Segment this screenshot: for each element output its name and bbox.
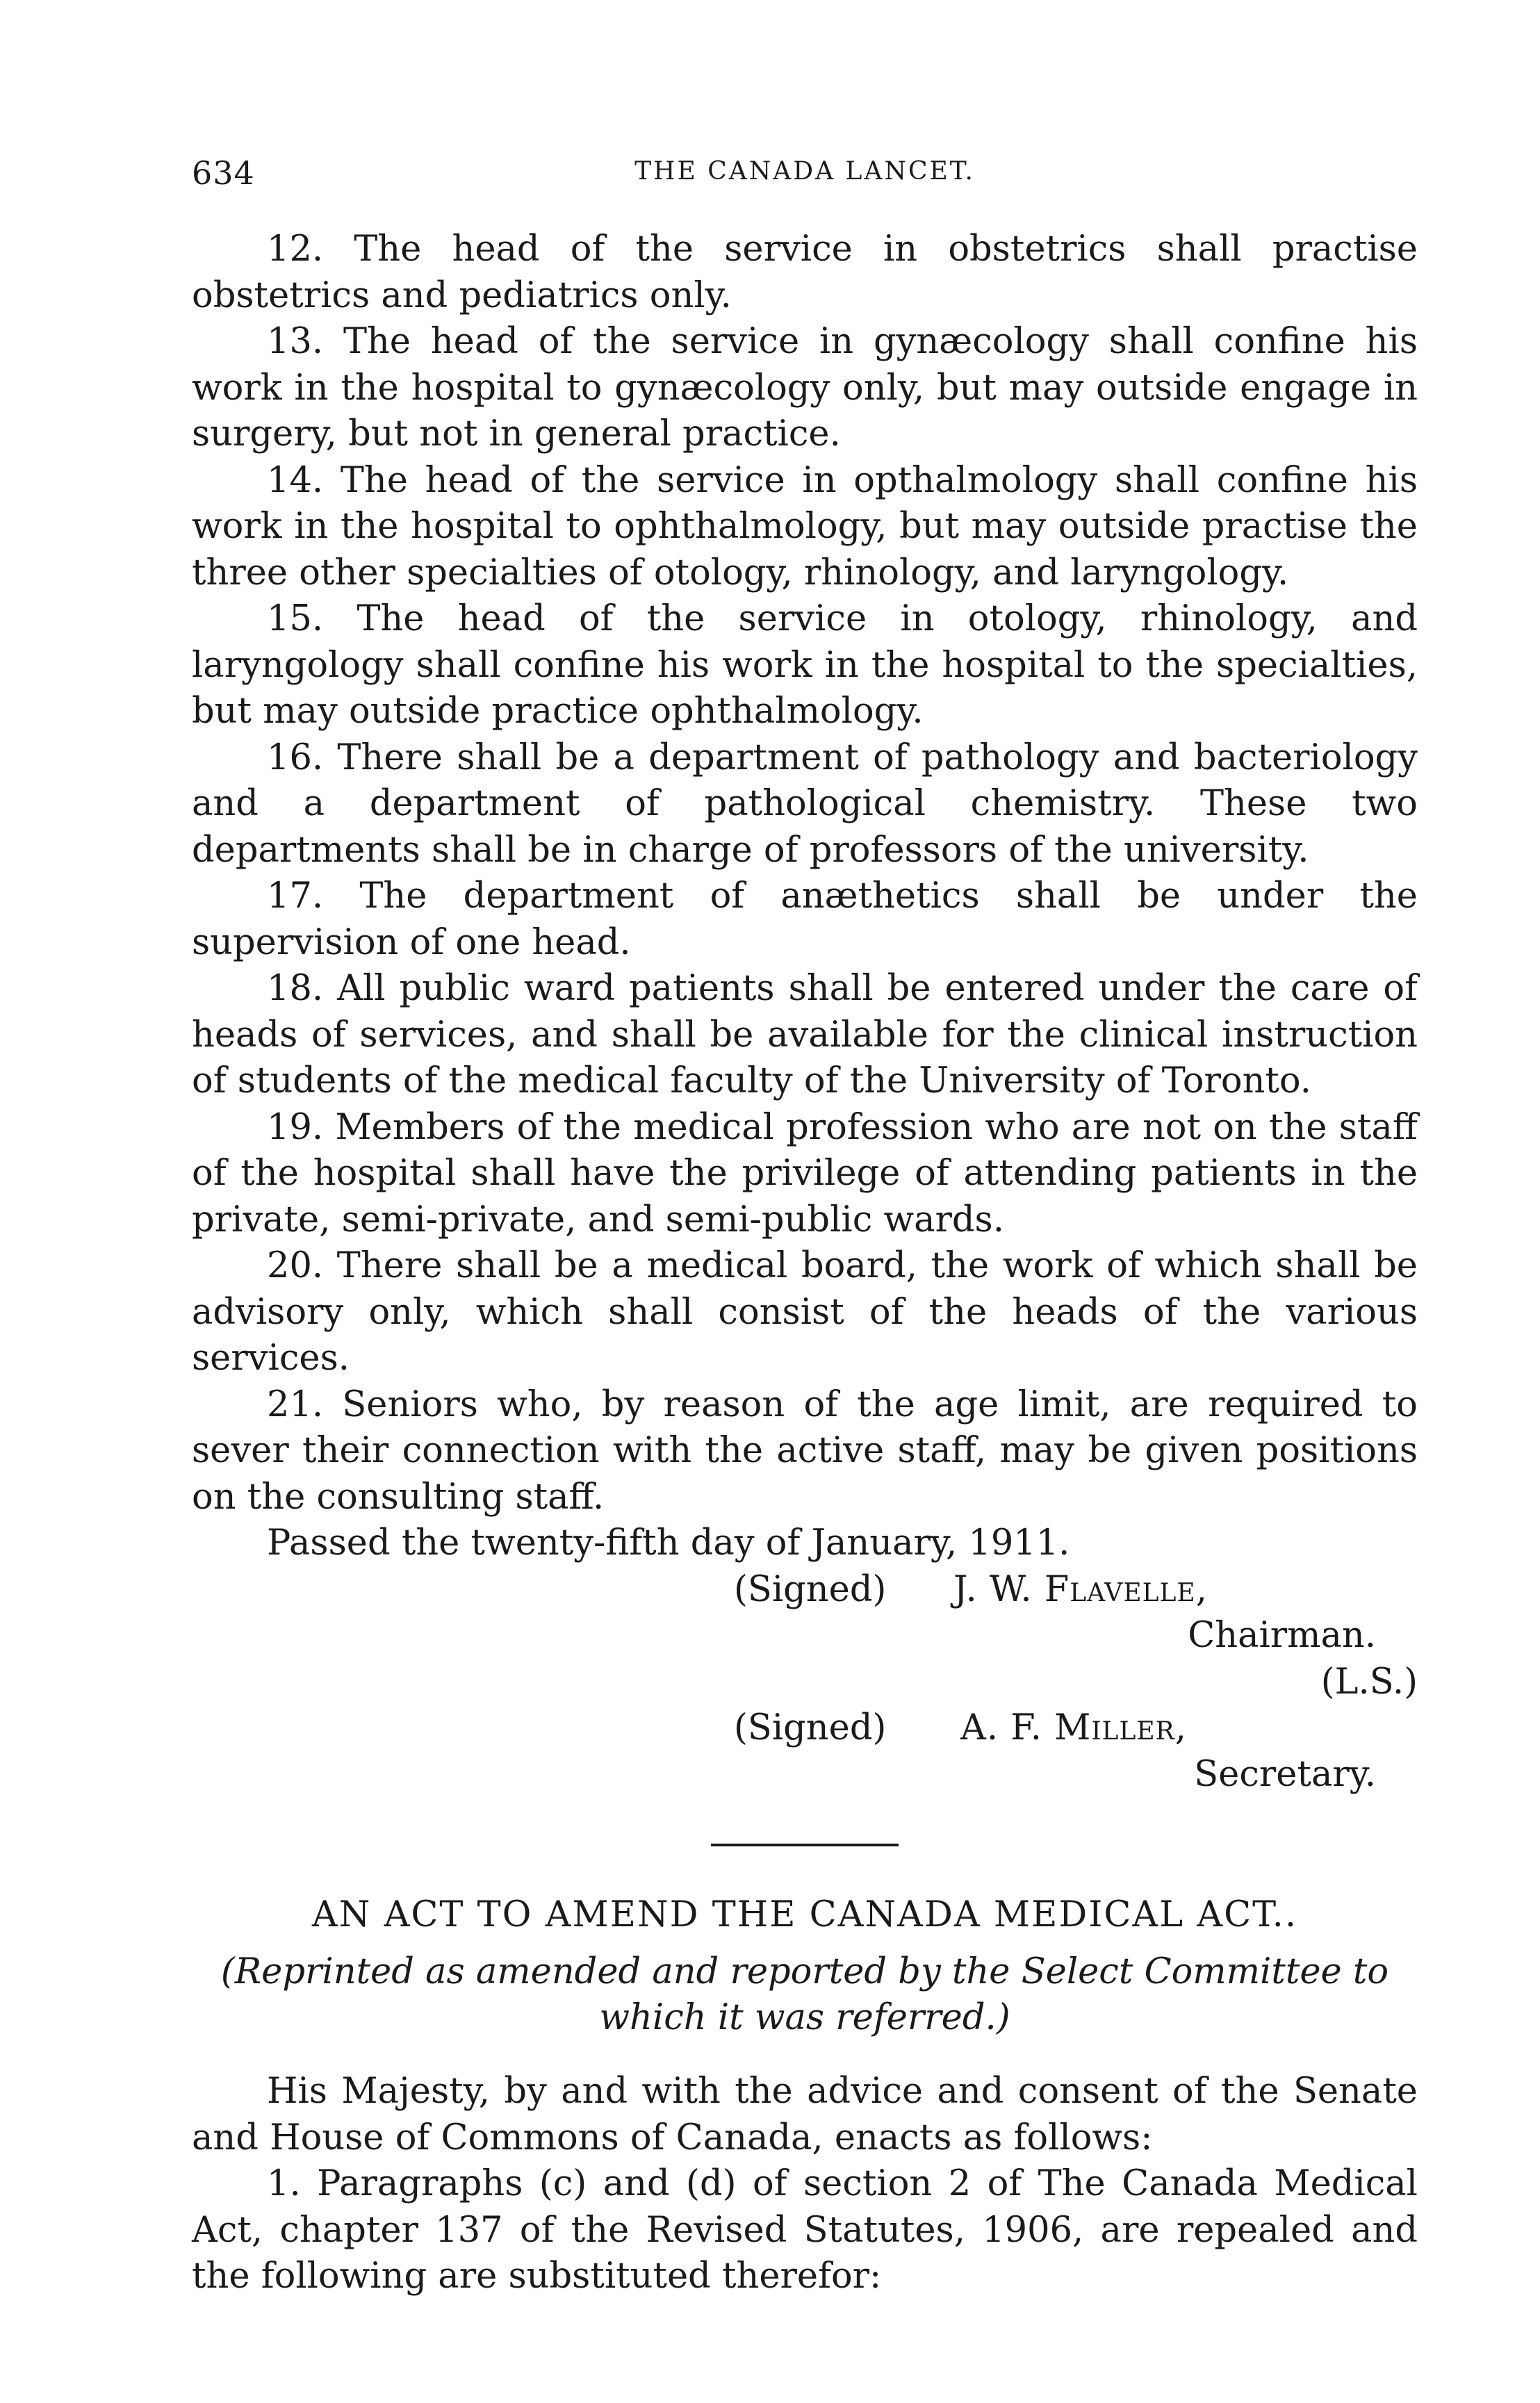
signed-label: (Signed)	[734, 1707, 887, 1748]
passed-date: Passed the twenty-fifth day of January, 1911.	[267, 1523, 1070, 1564]
bylaw-13: 13. The head of the service in gynæcology shall confine his work in the hospital to gynæcology only, but may outside engage in surgery, but not in general practice.	[192, 321, 1418, 454]
signatory-title: Secretary.	[1194, 1753, 1376, 1795]
page-body	[192, 227, 1418, 2300]
seal-mark: (L.S.)	[1320, 1661, 1418, 1703]
seal-line	[192, 1659, 1418, 1706]
page-number: 634	[192, 154, 255, 192]
bylaw-21: 21. Seniors who, by reason of the age limit, are required to sever their connection with the active staff, may be given positions on the consulting staff.	[192, 1384, 1418, 1518]
act-subtitle: (Reprinted as amended and reported by the Select Committee to which it was referred.)	[220, 1951, 1389, 2038]
bylaw-18: 18. All public ward patients shall be entered under the care of heads of services, and shall be available for the clinical instruction of students of the medical faculty of the University of Toronto.	[192, 968, 1418, 1101]
bylaw-14: 14. The head of the service in opthalmology shall confine his work in the hospital to ophthalmology, but may outside practise the three other specialties of otology, rhinology, and laryngology.	[192, 459, 1418, 593]
bylaw-19: 19. Members of the medical profession who are not on the staff of the hospital shall have the privilege of attending patients in the private, semi-private, and semi-public wards.	[192, 1106, 1418, 1240]
signatory-title: Chairman.	[1188, 1615, 1376, 1656]
signatory-name: A. F. Miller,	[960, 1707, 1187, 1748]
bylaw-17: 17. The department of anæthetics shall be under the supervision of one head.	[192, 876, 1418, 963]
signature-line-secretary	[192, 1705, 1418, 1752]
bylaw-12: 12. The head of the service in obstetrics shall practise obstetrics and pediatrics only.	[192, 229, 1418, 316]
act-preamble: His Majesty, by and with the advice and consent of the Senate and House of Commons of Canada, enacts as follows:	[192, 2071, 1418, 2158]
bylaw-15: 15. The head of the service in otology, rhinology, and laryngology shall confine his work in the hospital to the specialties, but may outside practice ophthalmology.	[192, 598, 1418, 732]
act-section-1: 1. Paragraphs (c) and (d) of section 2 of The Canada Medical Act, chapter 137 of the Revised Statutes, 1906, are repealed and the following are substituted therefor:	[192, 2163, 1418, 2297]
signature-title-line	[192, 1613, 1418, 1659]
bylaw-20: 20. There shall be a medical board, the work of which shall be advisory only, which shall consist of the heads of the various services.	[192, 1245, 1418, 1379]
section-divider	[711, 1844, 899, 1846]
signatory-name: J. W. Flavelle,	[953, 1568, 1208, 1610]
spacer	[192, 2041, 1418, 2069]
act-title: AN ACT TO AMEND THE CANADA MEDICAL ACT..	[311, 1894, 1298, 1935]
running-title: THE CANADA LANCET.	[634, 157, 975, 186]
signed-label: (Signed)	[734, 1568, 887, 1610]
page-header	[192, 154, 1418, 203]
signature-line-chairman	[192, 1567, 1418, 1614]
signature-title-line	[192, 1752, 1418, 1798]
bylaw-16: 16. There shall be a department of pathology and bacteriology and a department of pathological chemistry. These two departments shall be in charge of professors of the university.	[192, 737, 1418, 871]
